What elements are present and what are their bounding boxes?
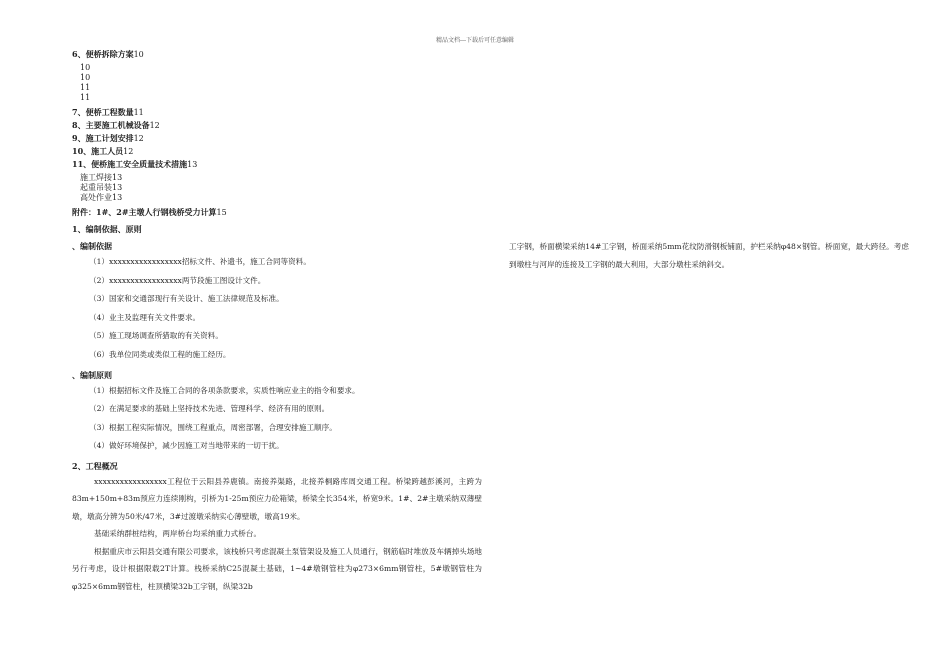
toc-entry-appendix[interactable]: 附件：1#、2#主墩人行钢栈桥受力计算15	[72, 207, 227, 217]
toc-sub-entry[interactable]: 11	[80, 93, 91, 102]
toc-sub-entry[interactable]: 起重吊装13	[80, 183, 123, 192]
basis-item: （1）xxxxxxxxxxxxxxxxx招标文件、补遗书，施工合同等资料。	[89, 257, 311, 266]
page-header: 精品文档---下载后可任意编辑	[435, 37, 515, 44]
section-heading-basis: 、编制依据	[72, 241, 112, 251]
trestle-paragraph-continued: 工字钢，桥面横梁采纳14#工字钢，桥面采纳5mm花纹防滑钢板铺面，护栏采纳φ48×钢管。桥面宽，最大跨径。考虑到墩柱与河岸的连接及工字钢的最大利用，大部分墩柱采纳斜交。	[509, 242, 909, 269]
section-heading-2: 2、工程概况	[72, 460, 118, 471]
principle-item: （2）在满足要求的基础上坚持技术先进、管理科学、经济有用的原则。	[89, 404, 330, 414]
toc-entry-8[interactable]: 8、主要施工机械设备12	[72, 120, 160, 130]
basis-item: （6）我单位同类或类似工程的施工经历。	[89, 349, 231, 359]
principle-item: （1）根据招标文件及施工合同的各项条款要求，实质性响应业主的指令和要求。	[89, 385, 360, 395]
principle-item: （4）做好环境保护，减少因施工对当地带来的一切干扰。	[89, 441, 284, 451]
left-column	[72, 48, 482, 595]
toc-sub-entry[interactable]: 高处作业13	[80, 193, 123, 202]
trestle-paragraph: 根据重庆市云阳县交通有限公司要求，该栈桥只考虑混凝土泵管架设及施工人员通行，钢筋临时堆放及车辆掉头场地另行考虑，设计根据限载2T计算。栈桥采纳C25混凝土基础，1~4#墩钢管柱为φ273×6mm钢管柱，5#墩钢管柱为φ325×6mm钢管柱，柱顶横梁32b工字钢，纵梁32b	[72, 546, 482, 591]
principle-item: （3）根据工程实际情况，围绕工程重点，周密部署，合理安排施工顺序。	[89, 422, 337, 432]
toc-entry-7[interactable]: 7、便桥工程数量11	[72, 107, 144, 117]
toc-subgroup-6	[72, 63, 482, 103]
toc-entry-11[interactable]: 11、便桥施工安全质量技术措施13	[72, 159, 198, 169]
toc-entry-9[interactable]: 9、施工计划安排12	[72, 133, 144, 143]
toc-sub-entry[interactable]: 10	[80, 73, 91, 82]
basis-item: （2）xxxxxxxxxxxxxxxxx两节段施工图设计文件。	[89, 275, 266, 285]
toc-entry-6[interactable]: 6、便桥拆除方案10	[72, 49, 144, 59]
right-column	[509, 238, 909, 274]
overview-paragraph: xxxxxxxxxxxxxxxxx工程位于云阳县养鹿镇。南接养渠路，北接养桐路库周交通工程。桥梁跨越彭溪河，主跨为83m+150m+83m预应力连续刚构，引桥为1-25m预应力砼箱梁，桥梁全长354米，桥宽9米。1#、2#主墩采纳双薄壁墩，墩高分辨为50米/47米，3#过渡墩采纳实心薄壁墩，墩高19米。	[72, 476, 482, 521]
toc-entry-10[interactable]: 10、施工人员12	[72, 146, 134, 156]
basis-item: （3）国家和交通部现行有关设计、施工法律规范及标准。	[89, 294, 284, 304]
basis-item: （4）业主及监理有关文件要求。	[89, 312, 201, 322]
foundation-paragraph: 基础采纳群桩结构，两岸桥台均采纳重力式桥台。	[94, 529, 262, 539]
section-heading-1: 1、编制依据、原则	[72, 224, 142, 234]
toc-sub-entry[interactable]: 施工焊接13	[80, 173, 123, 182]
toc-sub-entry[interactable]: 10	[80, 63, 91, 72]
toc-subgroup-11	[72, 173, 482, 203]
toc-sub-entry[interactable]: 11	[80, 83, 91, 92]
section-heading-principles: 、编制原则	[72, 369, 112, 380]
basis-item: （5）施工现场调查所猎取的有关资料。	[89, 331, 223, 341]
